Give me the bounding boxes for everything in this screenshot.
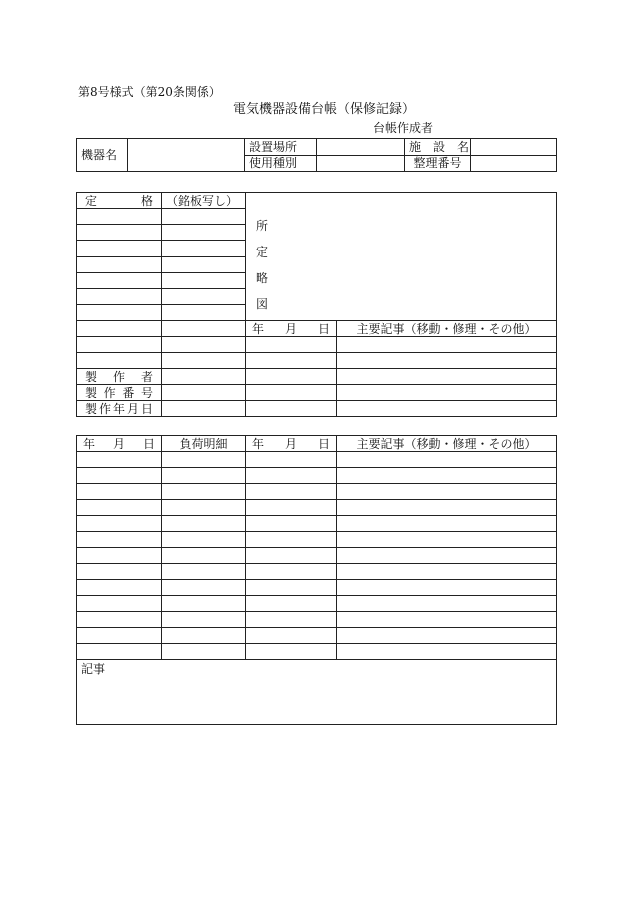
sketch-label-3: 略 bbox=[256, 271, 269, 285]
cell[interactable] bbox=[246, 628, 337, 644]
cell[interactable] bbox=[337, 580, 557, 596]
form-number: 第8号様式（第20条関係） bbox=[78, 85, 221, 99]
serial-label bbox=[77, 385, 162, 401]
serial-value[interactable] bbox=[162, 385, 246, 401]
spec-table bbox=[76, 192, 557, 417]
cell[interactable] bbox=[246, 500, 337, 516]
nameplate-cell[interactable] bbox=[162, 241, 246, 257]
date-header-left bbox=[77, 436, 162, 452]
cell[interactable] bbox=[77, 516, 162, 532]
mfg-date-value[interactable] bbox=[162, 401, 246, 417]
rating-row[interactable] bbox=[77, 353, 162, 369]
nameplate-cell[interactable] bbox=[162, 289, 246, 305]
table-row bbox=[77, 468, 557, 484]
install-location-value[interactable] bbox=[317, 139, 405, 156]
facility-name-label: 施 設 名 bbox=[405, 139, 471, 156]
cell[interactable] bbox=[77, 468, 162, 484]
nameplate-cell[interactable] bbox=[162, 273, 246, 289]
serial-char-4: 号 bbox=[140, 385, 153, 400]
mfg-date-label bbox=[77, 401, 162, 417]
cell[interactable] bbox=[162, 548, 246, 564]
rating-row[interactable] bbox=[77, 289, 162, 305]
sketch-label-4: 図 bbox=[256, 297, 269, 311]
rating-row[interactable] bbox=[77, 225, 162, 241]
nameplate-cell[interactable] bbox=[162, 305, 246, 321]
sketch-label-2: 定 bbox=[256, 245, 269, 259]
nameplate-cell[interactable] bbox=[162, 337, 246, 353]
usage-type-label: 使用種別 bbox=[245, 155, 317, 172]
cell[interactable] bbox=[162, 500, 246, 516]
load-detail-header: 負荷明細 bbox=[162, 436, 246, 452]
date-cell[interactable] bbox=[246, 353, 337, 369]
cell[interactable] bbox=[337, 644, 557, 660]
usage-type-value[interactable] bbox=[317, 155, 405, 172]
table-row bbox=[77, 452, 557, 468]
sketch-area[interactable] bbox=[246, 193, 557, 321]
nameplate-cell[interactable] bbox=[162, 257, 246, 273]
rating-row[interactable] bbox=[77, 305, 162, 321]
cell[interactable] bbox=[77, 612, 162, 628]
cell[interactable] bbox=[77, 564, 162, 580]
maker-char-2: 作 bbox=[112, 369, 125, 384]
serial-char-2: 作 bbox=[103, 385, 116, 400]
month-label: 月 bbox=[112, 436, 125, 451]
record-cell[interactable] bbox=[337, 369, 557, 385]
rating-row[interactable] bbox=[77, 257, 162, 273]
table-row bbox=[77, 548, 557, 564]
cell[interactable] bbox=[162, 484, 246, 500]
cell[interactable] bbox=[337, 500, 557, 516]
year-label: 年 bbox=[252, 436, 265, 451]
cell[interactable] bbox=[246, 644, 337, 660]
cell[interactable] bbox=[77, 580, 162, 596]
cell[interactable] bbox=[162, 644, 246, 660]
cell[interactable] bbox=[337, 612, 557, 628]
cell[interactable] bbox=[246, 532, 337, 548]
rating-row[interactable] bbox=[77, 337, 162, 353]
cell[interactable] bbox=[246, 548, 337, 564]
equipment-name-value[interactable] bbox=[128, 139, 245, 172]
year-label: 年 bbox=[83, 436, 96, 451]
cell[interactable] bbox=[162, 596, 246, 612]
table-row bbox=[77, 644, 557, 660]
main-record-header: 主要記事（移動・修理・その他） bbox=[337, 321, 557, 337]
sketch-label-1: 所 bbox=[256, 219, 269, 233]
cell[interactable] bbox=[162, 468, 246, 484]
date-cell[interactable] bbox=[246, 337, 337, 353]
control-number-value[interactable] bbox=[471, 155, 557, 172]
nameplate-cell[interactable] bbox=[162, 225, 246, 241]
install-location-label: 設置場所 bbox=[245, 139, 317, 156]
cell[interactable] bbox=[337, 548, 557, 564]
cell[interactable] bbox=[162, 516, 246, 532]
cell[interactable] bbox=[77, 532, 162, 548]
table-row bbox=[77, 580, 557, 596]
table-row bbox=[77, 516, 557, 532]
maker-label bbox=[77, 369, 162, 385]
serial-char-3: 番 bbox=[122, 385, 135, 400]
nameplate-cell[interactable] bbox=[162, 353, 246, 369]
cell[interactable] bbox=[77, 452, 162, 468]
mfg-char-1: 製 bbox=[85, 401, 98, 416]
cell[interactable] bbox=[162, 452, 246, 468]
mfg-char-5: 日 bbox=[140, 401, 153, 416]
cell[interactable] bbox=[162, 564, 246, 580]
maker-char-3: 者 bbox=[140, 369, 153, 384]
mfg-char-4: 月 bbox=[126, 401, 139, 416]
record-cell[interactable] bbox=[337, 385, 557, 401]
cell[interactable] bbox=[162, 532, 246, 548]
year-label: 年 bbox=[252, 321, 265, 336]
table-row bbox=[77, 564, 557, 580]
record-cell[interactable] bbox=[337, 401, 557, 417]
table-row bbox=[77, 612, 557, 628]
nameplate-cell[interactable] bbox=[162, 209, 246, 225]
record-cell[interactable] bbox=[337, 337, 557, 353]
cell[interactable] bbox=[77, 596, 162, 612]
cell[interactable] bbox=[246, 580, 337, 596]
cell[interactable] bbox=[246, 564, 337, 580]
cell[interactable] bbox=[162, 628, 246, 644]
cell[interactable] bbox=[337, 468, 557, 484]
cell[interactable] bbox=[337, 484, 557, 500]
table-row bbox=[77, 628, 557, 644]
notes-area[interactable] bbox=[77, 660, 557, 725]
date-cell[interactable] bbox=[246, 369, 337, 385]
equipment-name-label: 機器名 bbox=[77, 139, 128, 172]
maker-value[interactable] bbox=[162, 369, 246, 385]
table-row bbox=[77, 484, 557, 500]
record-cell[interactable] bbox=[337, 353, 557, 369]
cell[interactable] bbox=[337, 516, 557, 532]
date-cell[interactable] bbox=[246, 401, 337, 417]
cell[interactable] bbox=[77, 500, 162, 516]
rating-char-1: 定 bbox=[85, 193, 98, 208]
month-label: 月 bbox=[284, 436, 297, 451]
cell[interactable] bbox=[337, 564, 557, 580]
cell[interactable] bbox=[77, 484, 162, 500]
cell[interactable] bbox=[77, 644, 162, 660]
main-record-header: 主要記事（移動・修理・その他） bbox=[337, 436, 557, 452]
rating-row[interactable] bbox=[77, 321, 162, 337]
cell[interactable] bbox=[77, 628, 162, 644]
notes-label: 記事 bbox=[81, 662, 106, 676]
date-cell[interactable] bbox=[246, 385, 337, 401]
cell[interactable] bbox=[246, 468, 337, 484]
cell[interactable] bbox=[246, 484, 337, 500]
date-header bbox=[246, 321, 337, 337]
month-label: 月 bbox=[284, 321, 297, 336]
cell[interactable] bbox=[337, 596, 557, 612]
equipment-header-table bbox=[76, 138, 557, 172]
nameplate-label: （銘板写し） bbox=[162, 193, 246, 209]
rating-label bbox=[77, 193, 162, 209]
load-table bbox=[76, 435, 557, 725]
maker-char-1: 製 bbox=[85, 369, 98, 384]
table-row bbox=[77, 500, 557, 516]
table-row bbox=[77, 596, 557, 612]
rating-row[interactable] bbox=[77, 241, 162, 257]
cell[interactable] bbox=[246, 452, 337, 468]
cell[interactable] bbox=[77, 548, 162, 564]
document-title: 電気機器設備台帳（保修記録） bbox=[233, 102, 416, 117]
cell[interactable] bbox=[162, 612, 246, 628]
rating-row[interactable] bbox=[77, 209, 162, 225]
mfg-char-2: 作 bbox=[98, 401, 111, 416]
mfg-char-3: 年 bbox=[112, 401, 125, 416]
day-label: 日 bbox=[317, 436, 330, 451]
facility-name-value[interactable] bbox=[471, 139, 557, 156]
creator-label: 台帳作成者 bbox=[373, 121, 434, 135]
day-label: 日 bbox=[142, 436, 155, 451]
control-number-label: 整理番号 bbox=[405, 155, 471, 172]
nameplate-cell[interactable] bbox=[162, 321, 246, 337]
table-row bbox=[77, 532, 557, 548]
day-label: 日 bbox=[317, 321, 330, 336]
cell[interactable] bbox=[246, 516, 337, 532]
cell[interactable] bbox=[337, 452, 557, 468]
cell[interactable] bbox=[162, 580, 246, 596]
cell[interactable] bbox=[337, 628, 557, 644]
serial-char-1: 製 bbox=[85, 385, 98, 400]
rating-row[interactable] bbox=[77, 273, 162, 289]
rating-char-2: 格 bbox=[140, 193, 153, 208]
cell[interactable] bbox=[246, 596, 337, 612]
cell[interactable] bbox=[337, 532, 557, 548]
date-header-right bbox=[246, 436, 337, 452]
cell[interactable] bbox=[246, 612, 337, 628]
